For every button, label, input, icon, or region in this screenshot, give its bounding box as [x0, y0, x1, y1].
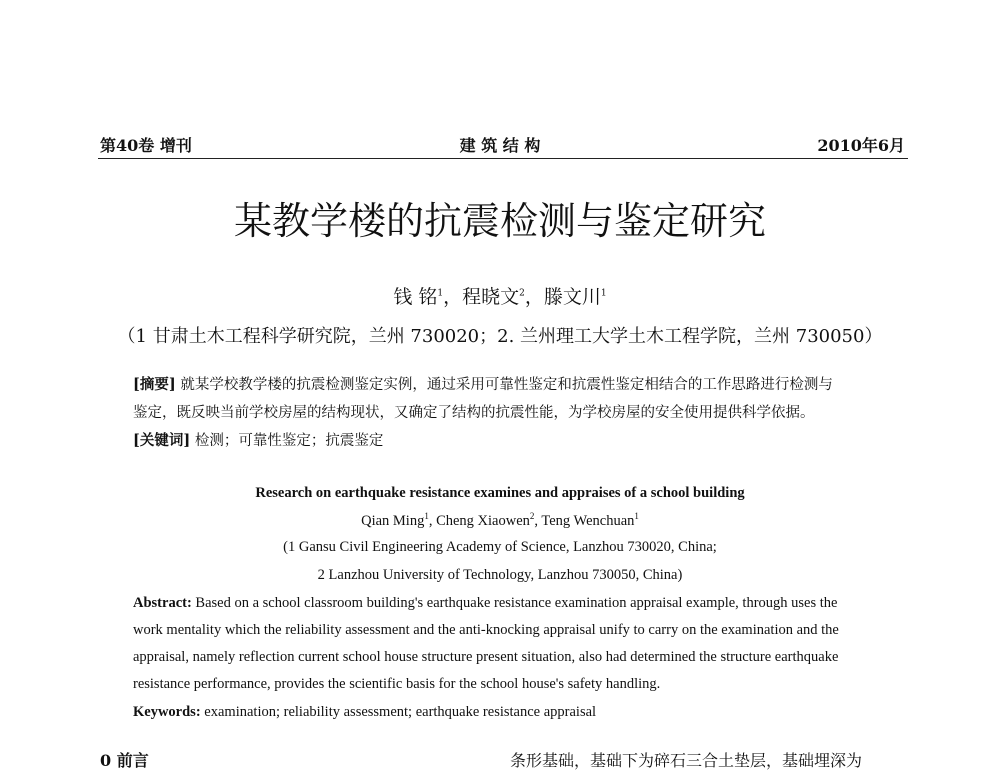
keywords-label: [关键词]	[133, 432, 191, 449]
affiliation-en-2: 2 Lanzhou University of Technology, Lanzhou 730050, China)	[317, 567, 683, 583]
paper-title: 某教学楼的抗震检测与鉴定研究	[233, 199, 766, 243]
keywords-cn	[133, 429, 383, 450]
author-sup: 1	[424, 511, 429, 521]
author-en: Teng Wenchuan	[541, 512, 635, 529]
authors-en: Qian Ming$^1$, Cheng Xiaowen$^2$, Teng Wenchuan$^1$	[361, 511, 639, 529]
author: 钱 铭	[393, 286, 438, 308]
abstract-en-line1	[133, 595, 837, 612]
abstract-en-text: Based on a school classroom building's earthquake resistance examination appraisal example, through uses the	[195, 595, 838, 611]
affiliation-en-1: (1 Gansu Civil Engineering Academy of Science, Lanzhou 730020, China;	[283, 539, 717, 555]
author-en: Qian Ming	[361, 512, 425, 529]
section-heading: 0 前言	[100, 751, 149, 770]
affiliation-cn: （1 甘肃土木工程科学研究院，兰州 730020；2. 兰州理工大学土木工程学院，兰州 730050）	[117, 326, 883, 347]
abstract-en-line4: resistance performance, provides the scientific basis for the school house's safety handling.	[133, 676, 661, 692]
header-rule	[98, 158, 908, 159]
header-date: 2010年6月	[817, 136, 905, 155]
author: 程晓文	[462, 286, 520, 308]
keywords-text: 检测；可靠性鉴定；抗震鉴定	[194, 433, 384, 449]
abstract-en-line3: appraisal, namely reflection current school house structure present situation, also had determined the structure earthquake	[133, 649, 839, 665]
header-volume: 第40卷 增刊	[100, 136, 192, 155]
keywords-en	[133, 704, 596, 721]
abstract-en-label: Abstract:	[133, 595, 192, 611]
author-en: Cheng Xiaowen	[436, 512, 530, 529]
author: 滕文川	[543, 286, 601, 308]
authors-cn: 钱 铭$^1$，程晓文$^2$，滕文川$^1$	[393, 286, 607, 308]
abstract-label: [摘要]	[133, 376, 176, 393]
author-sup: 1	[437, 288, 444, 299]
abstract-text: 就某学校教学楼的抗震检测鉴定实例，通过采用可靠性鉴定和抗震性鉴定相结合的工作思路进行检测与	[180, 377, 833, 393]
author-sup: 2	[529, 511, 535, 521]
author-sup: 1	[634, 511, 639, 521]
abstract-cn-line2: 鉴定，既反映当前学校房屋的结构现状，又确定了结构的抗震性能，为学校房屋的安全使用提供科学依据。	[133, 405, 815, 421]
keywords-en-label: Keywords:	[133, 704, 201, 720]
header-journal: 建 筑 结 构	[459, 136, 541, 155]
keywords-en-text: examination; reliability assessment; earthquake resistance appraisal	[204, 704, 597, 720]
abstract-en-line2: work mentality which the reliability assessment and the anti-knocking appraisal unify to carry on the examination and the	[133, 622, 839, 638]
body-text-right: 条形基础，基础下为碎石三合土垫层，基础埋深为	[510, 751, 863, 770]
author-sup: 2	[519, 288, 525, 299]
author-sup: 1	[600, 288, 607, 299]
title-en: Research on earthquake resistance examines and appraises of a school building	[255, 485, 745, 501]
abstract-cn-line1	[133, 373, 833, 394]
